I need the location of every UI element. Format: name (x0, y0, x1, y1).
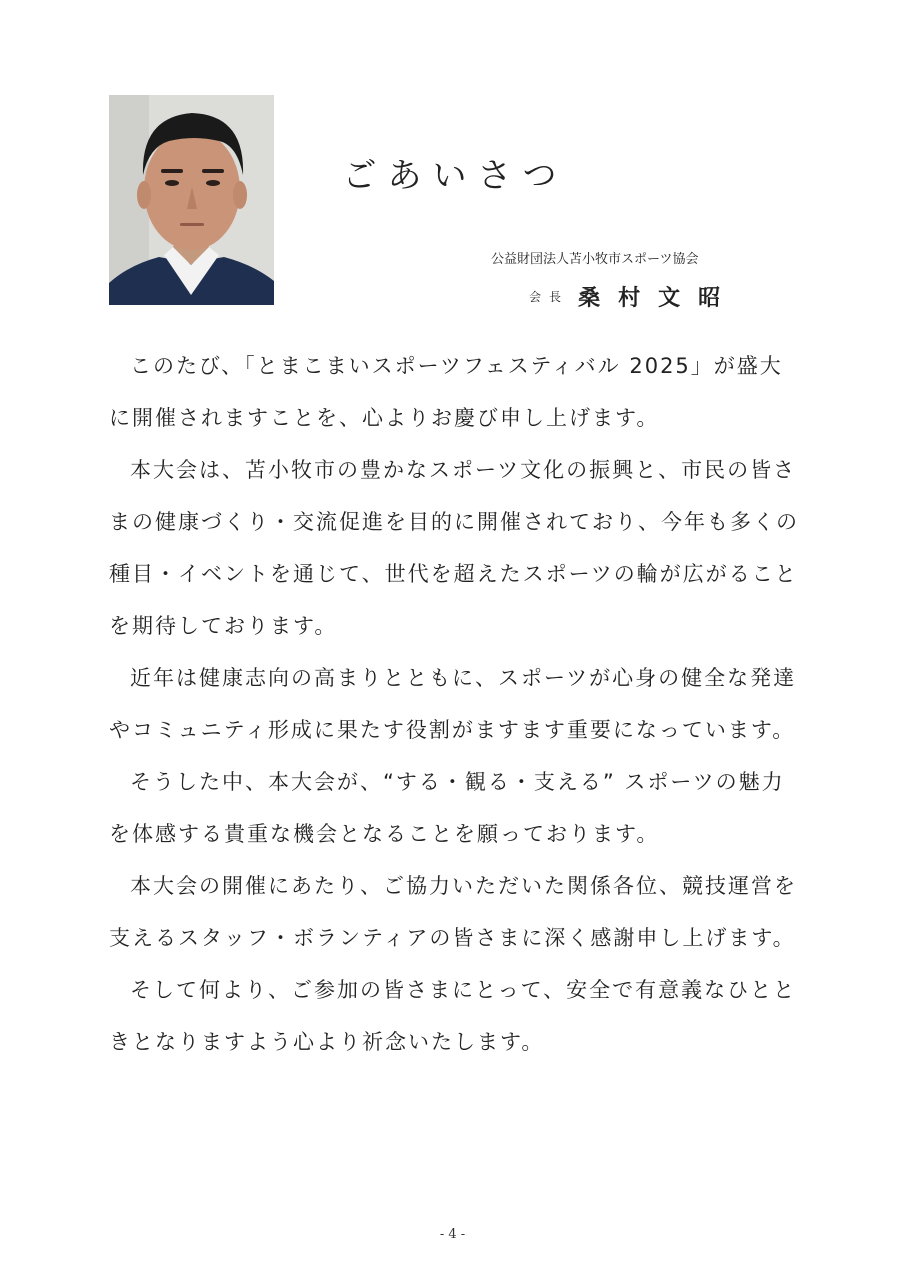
signature-name: 桑村文昭 (578, 285, 739, 311)
page-title: ごあいさつ (342, 156, 568, 196)
greeting-body (109, 340, 799, 1068)
paragraph: 本大会の開催にあたり、ご協力いただいた関係各位、競技運営を支えるスタッフ・ボランティアの皆さまに深く感謝申し上げます。 (109, 874, 797, 950)
paragraph: このたび、「とまこまいスポーツフェスティバル 2025」が盛大に開催されますことを、心よりお慶び申し上げます。 (109, 354, 783, 430)
signature-role: 会長 (529, 290, 570, 304)
signature-line (529, 281, 738, 312)
page-number: - 4 - (439, 1227, 466, 1242)
paragraph: 本大会は、苫小牧市の豊かなスポーツ文化の振興と、市民の皆さまの健康づくり・交流促進を目的に開催されており、今年も多くの種目・イベントを通じて、世代を超えたスポーツの輪が広がることを期待しております。 (109, 458, 799, 638)
paragraph: そうした中、本大会が、“する・観る・支える” スポーツの魅力を体感する貴重な機会となることを願っております。 (109, 770, 785, 846)
paragraph: そして何より、ご参加の皆さまにとって、安全で有意義なひとときとなりますよう心より祈念いたします。 (109, 978, 797, 1054)
paragraph: 近年は健康志向の高まりとともに、スポーツが心身の健全な発達やコミュニティ形成に果たす役割がますます重要になっています。 (109, 666, 797, 742)
portrait-photo (109, 95, 274, 305)
organization-name: 公益財団法人苫小牧市スポーツ協会 (491, 252, 699, 267)
